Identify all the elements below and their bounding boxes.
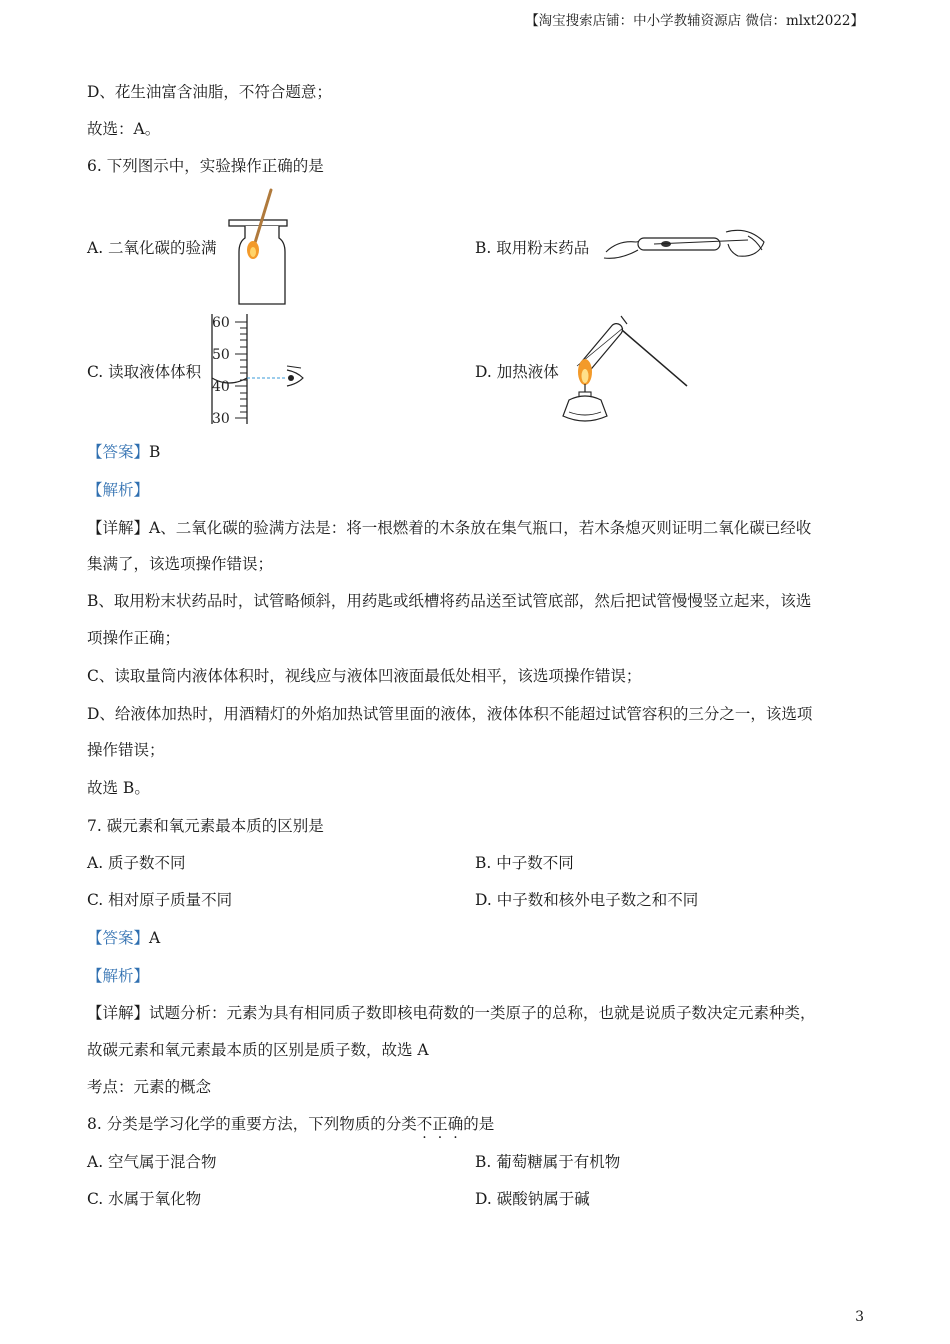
- q6-analysis-tag: 【解析】: [87, 481, 150, 499]
- cylinder-mark-40: 40: [212, 379, 230, 395]
- answer-tag: 【答案】: [87, 929, 150, 947]
- q8-option-c: C. 水属于氧化物: [87, 1190, 202, 1208]
- q6-detail-c: C、读取量筒内液体体积时，视线应与液体凹液面最低处相平，该选项操作错误；: [87, 667, 642, 685]
- q7-option-d: D. 中子数和核外电子数之和不同: [475, 891, 699, 909]
- page-number: 3: [855, 1309, 864, 1325]
- q6-option-d: D. 加热液体: [475, 363, 559, 381]
- q7-detail-line2: 故碳元素和氧元素最本质的区别是质子数，故选 A: [87, 1041, 429, 1059]
- q6-detail-b-line2: 项操作正确；: [87, 629, 181, 647]
- cylinder-mark-60: 60: [212, 315, 230, 331]
- figure-co2-gas-jar: [225, 186, 295, 308]
- q7-analysis-tag: 【解析】: [87, 967, 150, 985]
- q7-detail-text: 试题分析：元素为具有相同质子数即核电荷数的一类原子的总称，也就是说质子数决定元素种类，: [149, 1004, 816, 1022]
- q7-option-c: C. 相对原子质量不同: [87, 891, 233, 909]
- page-header: 【淘宝搜索店铺：中小学教辅资源店 微信：mlxt2022】: [525, 13, 864, 29]
- figure-powder-test-tube: [598, 222, 768, 268]
- q8-option-b: B. 葡萄糖属于有机物: [475, 1153, 621, 1171]
- cylinder-mark-30: 30: [212, 411, 230, 427]
- q7-option-b: B. 中子数不同: [475, 854, 574, 872]
- q6-stem: 6. 下列图示中，实验操作正确的是: [87, 157, 324, 175]
- q6-detail-a-line1: [87, 517, 811, 539]
- q6-answer-value: B: [149, 443, 161, 461]
- answer-tag: 【答案】: [87, 443, 150, 461]
- q6-detail-d-line2: 操作错误；: [87, 741, 165, 759]
- q6-detail-a-text: A、二氧化碳的验满方法是：将一根燃着的木条放在集气瓶口，若木条熄灭则证明二氧化碳已经收: [149, 519, 812, 537]
- detail-tag: 【详解】: [87, 1004, 150, 1022]
- prev-conclusion: 故选：A。: [87, 120, 161, 138]
- q6-conclusion: 故选 B。: [87, 779, 150, 797]
- figure-alcohol-lamp: [555, 312, 695, 430]
- detail-tag: 【详解】: [87, 519, 150, 537]
- q6-detail-b-line1: B、取用粉末状药品时，试管略倾斜，用药匙或纸槽将药品送至试管底部，然后把试管慢慢竖立起来，该选: [87, 592, 812, 610]
- q8-stem-emphasis-char: 正: [432, 1115, 448, 1133]
- q6-option-c: C. 读取液体体积: [87, 363, 202, 381]
- q7-kaodian: 考点：元素的概念: [87, 1078, 212, 1096]
- q7-stem: 7. 碳元素和氧元素最本质的区别是: [87, 817, 324, 835]
- q6-detail-a-line2: 集满了，该选项操作错误；: [87, 555, 274, 573]
- q8-stem-emphasis-char: 不: [416, 1115, 433, 1133]
- prev-option-d-explanation: D、花生油富含油脂，不符合题意；: [87, 83, 332, 101]
- q7-detail-line1: [87, 1002, 816, 1024]
- q8-stem-emphasis-char: 确: [447, 1115, 464, 1133]
- q8-stem-post: 的是: [463, 1115, 495, 1133]
- q7-answer: [87, 927, 160, 949]
- q6-detail-d-line1: D、给液体加热时，用酒精灯的外焰加热试管里面的液体，液体体积不能超过试管容积的三分之一，该选项: [87, 705, 813, 723]
- q7-answer-value: A: [149, 929, 161, 947]
- q8-option-a: A. 空气属于混合物: [87, 1153, 217, 1171]
- q8-stem: [87, 1113, 494, 1135]
- q7-option-a: A. 质子数不同: [87, 854, 186, 872]
- q8-stem-pre: 8. 分类是学习化学的重要方法，下列物质的分类: [87, 1115, 417, 1133]
- q6-answer: [87, 441, 160, 463]
- cylinder-mark-50: 50: [212, 347, 230, 363]
- q8-option-d: D. 碳酸钠属于碱: [475, 1190, 590, 1208]
- q6-option-b: B. 取用粉末药品: [475, 239, 590, 257]
- figure-graduated-cylinder: [205, 310, 310, 428]
- q6-option-a: A. 二氧化碳的验满: [87, 239, 217, 257]
